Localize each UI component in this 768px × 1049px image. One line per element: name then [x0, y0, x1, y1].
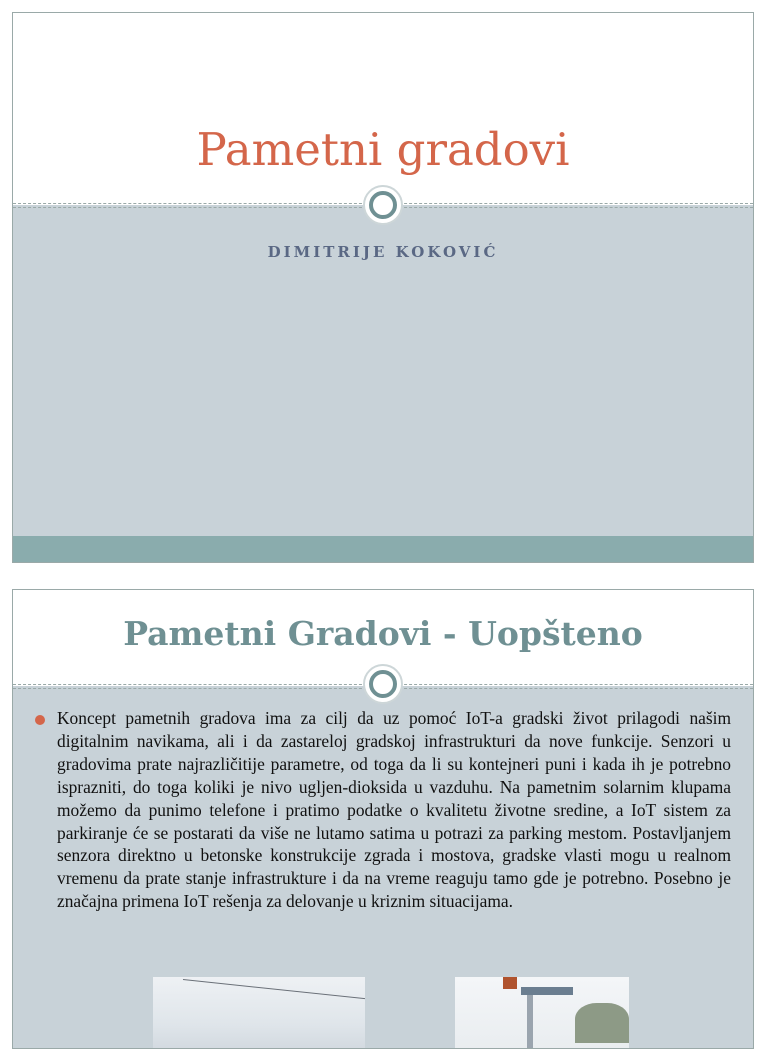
- bottom-band: [13, 536, 753, 562]
- title-area: [13, 13, 753, 205]
- wire-line: [183, 979, 365, 1001]
- sign-shape: [503, 977, 517, 989]
- bullet-icon: [35, 715, 45, 725]
- tree-shape: [575, 1003, 629, 1043]
- slide-title: Pametni gradovi: [196, 123, 570, 176]
- bullet-text: Koncept pametnih gradova ima za cilj da uz pomoć IoT-a gradski život prilagodi našim digitalnim navikama, ali i da zastareloj gradskoj infrastrukturi da nove funkcije. Senzori u gradovima prate najrazličitije parametre, od toga da li su kontejneri puni i kada ih je potrebno isprazniti, do toga koliki je nivo ugljen-dioksida u vazduhu. Na pametnim solarnim klupama možemo da punimo telefone i pratimo podatke o kvalitetu životne sredine, a IoT sistem za parkiranje će se postarati da više ne lutamo satima u potrazi za parking mestom. Postavljanjem senzora direktno u betonske konstrukcije zgrada i mostova, gradske vlasti mogu u realnom vremenu da prate stanje infrastrukture i da na vreme reaguju tamo gde je potrebno. Posebno je značajna primena IoT rešenja za delovanje u kriznim situacijama.: [57, 708, 731, 912]
- street-photo: [153, 977, 365, 1049]
- shelter-roof: [521, 987, 573, 995]
- bus-stop-photo: [455, 977, 629, 1049]
- content-slide: [12, 589, 754, 1049]
- slide-title: Pametni Gradovi - Uopšteno: [123, 614, 643, 653]
- shelter-post: [527, 995, 533, 1049]
- slide-subtitle: DIMITRIJE KOKOVIĆ: [267, 243, 499, 261]
- circle-ornament-icon: [363, 664, 403, 704]
- circle-ornament-icon: [363, 185, 403, 225]
- title-slide: [12, 12, 754, 563]
